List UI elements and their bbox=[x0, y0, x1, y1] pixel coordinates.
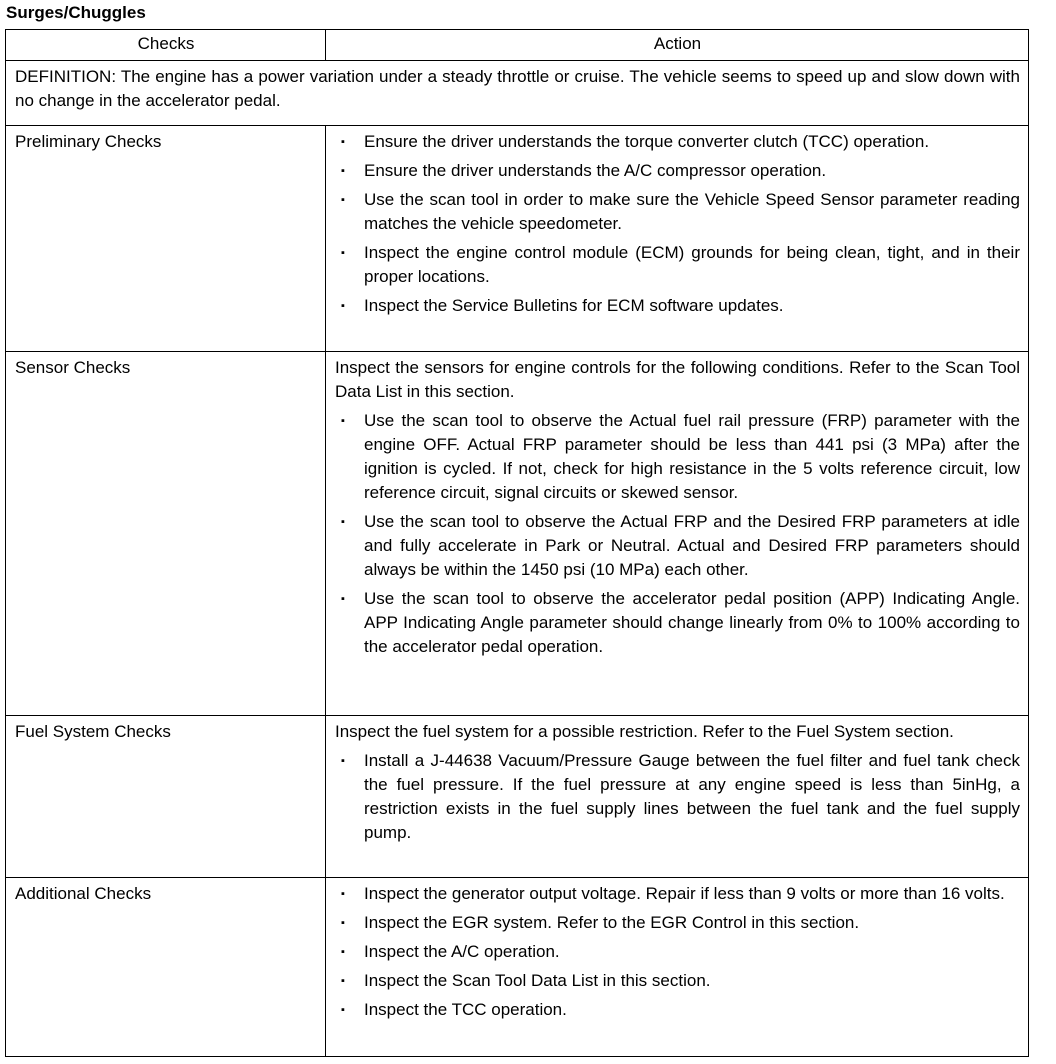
header-checks: Checks bbox=[6, 30, 326, 61]
list-item: ▪ Ensure the driver understands the A/C compressor operation. bbox=[335, 159, 1020, 183]
list-item: ▪ Inspect the Scan Tool Data List in this section. bbox=[335, 969, 1020, 993]
check-name: Fuel System Checks bbox=[6, 716, 326, 878]
list-item: ▪ Inspect the TCC operation. bbox=[335, 998, 1020, 1022]
table-row bbox=[6, 352, 1029, 716]
table-row bbox=[6, 126, 1029, 352]
action-list bbox=[335, 882, 1020, 1022]
table-row bbox=[6, 878, 1029, 1057]
diagnostic-table bbox=[5, 29, 1029, 1057]
action-list bbox=[335, 749, 1020, 845]
action-cell bbox=[326, 878, 1029, 1057]
action-list bbox=[335, 130, 1020, 318]
header-action: Action bbox=[326, 30, 1029, 61]
list-item: ▪ Inspect the generator output voltage. Repair if less than 9 volts or more than 16 volts. bbox=[335, 882, 1020, 906]
action-cell bbox=[326, 352, 1029, 716]
action-intro: Inspect the sensors for engine controls for the following conditions. Refer to the Scan Tool Data List in this section. bbox=[335, 358, 1020, 401]
table-header-row bbox=[6, 30, 1029, 61]
list-item: ▪ Use the scan tool to observe the Actual FRP and the Desired FRP parameters at idle and fully accelerate in Park or Neutral. Actual and Desired FRP parameters should always be within the 1450 psi (10 MPa) each other. bbox=[335, 510, 1020, 582]
table-row bbox=[6, 716, 1029, 878]
list-item: ▪ Inspect the A/C operation. bbox=[335, 940, 1020, 964]
list-item: ▪ Use the scan tool to observe the accelerator pedal position (APP) Indicating Angle. APP Indicating Angle parameter should change linearly from 0% to 100% according to the accelerator pedal operation. bbox=[335, 587, 1020, 659]
check-name: Sensor Checks bbox=[6, 352, 326, 716]
list-item: ▪ Use the scan tool in order to make sure the Vehicle Speed Sensor parameter reading matches the vehicle speedometer. bbox=[335, 188, 1020, 236]
action-intro: Inspect the fuel system for a possible restriction. Refer to the Fuel System section. bbox=[335, 722, 954, 741]
check-name: Additional Checks bbox=[6, 878, 326, 1057]
action-cell bbox=[326, 126, 1029, 352]
action-cell bbox=[326, 716, 1029, 878]
list-item: ▪ Install a J-44638 Vacuum/Pressure Gauge between the fuel filter and fuel tank check the fuel pressure. If the fuel pressure at any engine speed is less than 5inHg, a restriction exists in the fuel supply lines between the fuel tank and the fuel supply pump. bbox=[335, 749, 1020, 845]
list-item: ▪ Inspect the EGR system. Refer to the EGR Control in this section. bbox=[335, 911, 1020, 935]
action-list bbox=[335, 409, 1020, 659]
check-name: Preliminary Checks bbox=[6, 126, 326, 352]
definition-row bbox=[6, 61, 1029, 126]
definition-text: DEFINITION: The engine has a power variation under a steady throttle or cruise. The vehicle seems to speed up and slow down with no change in the accelerator pedal. bbox=[6, 61, 1029, 126]
page-title: Surges/Chuggles bbox=[6, 3, 146, 22]
list-item: ▪ Use the scan tool to observe the Actual fuel rail pressure (FRP) parameter with the engine OFF. Actual FRP parameter should be less than 441 psi (3 MPa) after the ignition is cycled. If not, check for high resistance in the 5 volts reference circuit, low reference circuit, signal circuits or skewed sensor. bbox=[335, 409, 1020, 505]
list-item: ▪ Ensure the driver understands the torque converter clutch (TCC) operation. bbox=[335, 130, 1020, 154]
list-item: ▪ Inspect the Service Bulletins for ECM software updates. bbox=[335, 294, 1020, 318]
list-item: ▪ Inspect the engine control module (ECM) grounds for being clean, tight, and in their proper locations. bbox=[335, 241, 1020, 289]
